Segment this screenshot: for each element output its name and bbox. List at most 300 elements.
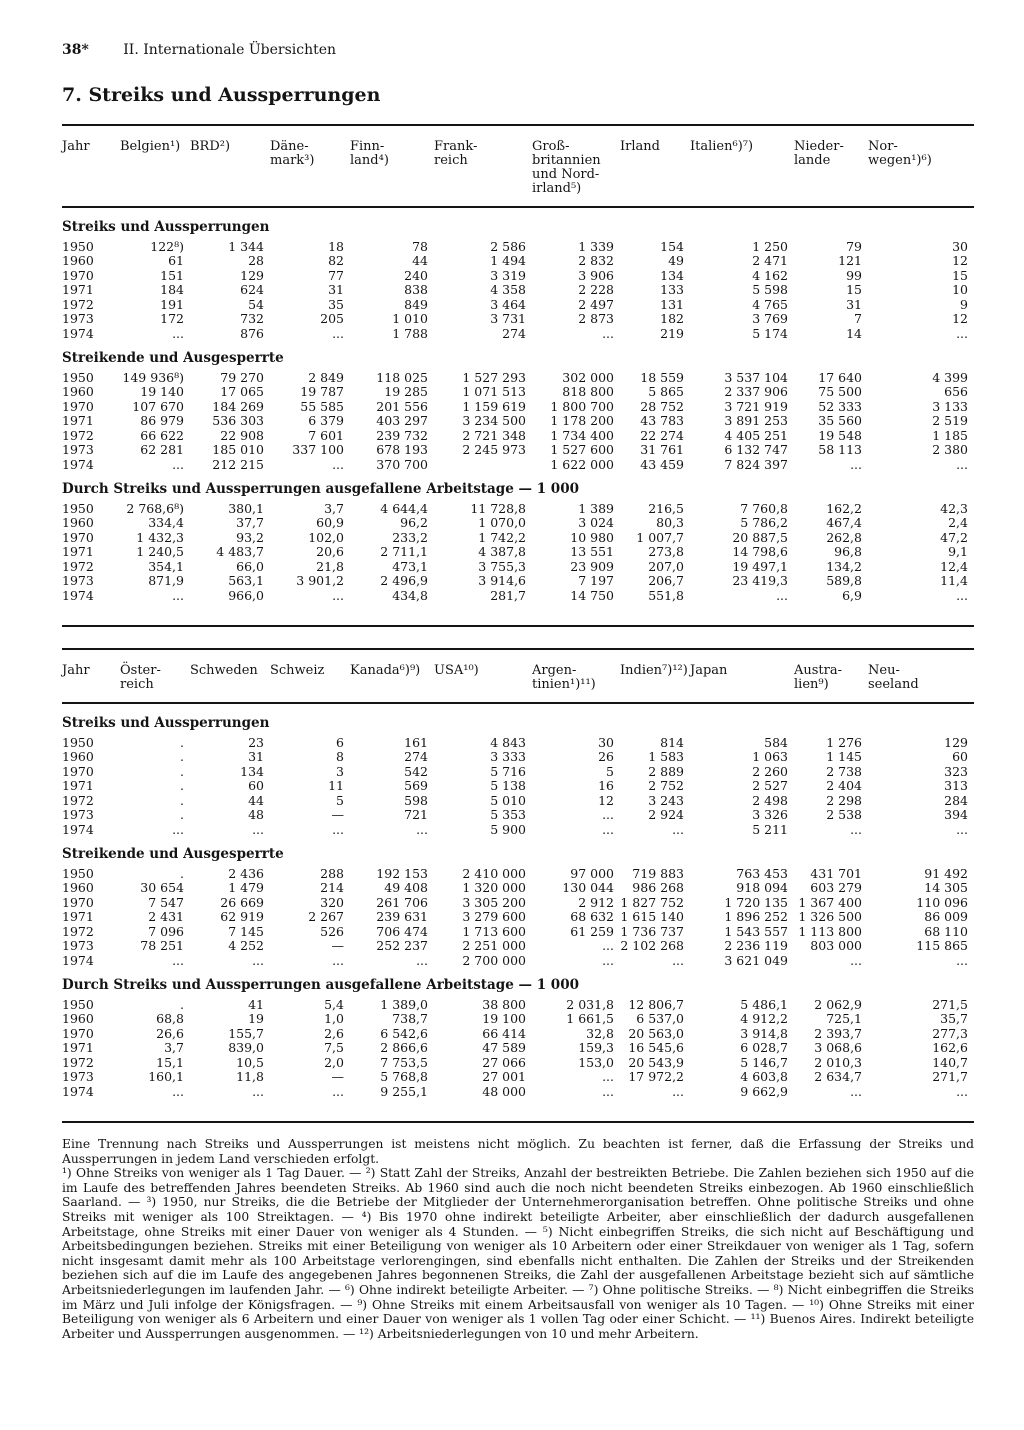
- value-cell: 239 631: [376, 909, 428, 924]
- value-cell: 30: [952, 238, 968, 254]
- value-cell: 3 891 253: [724, 413, 788, 428]
- value-cell: 23: [248, 734, 264, 750]
- section-heading: Streiks und Aussperrungen: [62, 219, 270, 235]
- value-cell: 5 486,1: [740, 996, 788, 1012]
- table-row: [62, 1041, 974, 1056]
- year-cell: 1950: [62, 369, 94, 385]
- value-cell: 3 906: [578, 267, 614, 283]
- value-cell: 2 768,6⁸): [126, 500, 184, 516]
- value-cell: 584: [764, 734, 788, 750]
- value-cell: 1 494: [490, 253, 526, 268]
- value-cell: 5 174: [752, 325, 788, 341]
- value-cell: 2 267: [308, 909, 344, 924]
- footnotes: [62, 1137, 974, 1341]
- value-cell: 721: [404, 807, 428, 822]
- value-cell: 205: [320, 311, 344, 326]
- value-cell: ...: [416, 952, 428, 968]
- value-cell: 5 010: [490, 792, 526, 808]
- value-cell: 1 527 600: [550, 442, 614, 457]
- section-heading-row: [62, 207, 974, 240]
- page-header: [62, 42, 336, 58]
- value-cell: 159,3: [578, 1040, 614, 1055]
- value-cell: 589,8: [826, 573, 862, 588]
- value-cell: ...: [172, 952, 184, 968]
- value-cell: 2 538: [826, 807, 862, 822]
- value-cell: ...: [672, 952, 684, 968]
- year-cell: 1950: [62, 500, 94, 516]
- value-cell: 725,1: [826, 1011, 862, 1026]
- value-cell: 130 044: [562, 880, 614, 895]
- value-cell: 23 419,3: [732, 573, 788, 588]
- value-cell: 60: [952, 749, 968, 764]
- table-row: [62, 574, 974, 589]
- value-cell: 68 632: [570, 909, 614, 924]
- year-cell: 1972: [62, 923, 94, 939]
- value-cell: 1 389,0: [380, 996, 428, 1012]
- value-cell: 11,4: [940, 573, 968, 588]
- value-cell: 262,8: [826, 529, 862, 545]
- value-cell: 239 732: [376, 427, 428, 443]
- value-cell: 35 560: [818, 413, 862, 428]
- value-cell: 22 908: [220, 427, 264, 443]
- page-number: 38*: [62, 42, 89, 58]
- value-cell: 6: [336, 734, 344, 750]
- year-cell: 1971: [62, 778, 94, 793]
- value-cell: 185 010: [212, 442, 264, 457]
- year-cell: 1970: [62, 894, 94, 910]
- value-cell: 1 827 752: [620, 894, 684, 910]
- value-cell: 155,7: [228, 1025, 264, 1041]
- year-cell: 1960: [62, 749, 94, 764]
- value-cell: 14 750: [570, 587, 614, 603]
- value-cell: 337 100: [292, 442, 344, 457]
- value-cell: 27 066: [482, 1054, 526, 1070]
- column-header: Japan: [690, 649, 794, 703]
- value-cell: 4 843: [490, 734, 526, 750]
- year-cell: 1971: [62, 909, 94, 924]
- value-cell: 240: [404, 267, 428, 283]
- value-cell: 3 234 500: [462, 413, 526, 428]
- value-cell: ...: [172, 821, 184, 837]
- table-row: [62, 910, 974, 925]
- value-cell: 871,9: [148, 573, 184, 588]
- value-cell: 1 145: [826, 749, 862, 764]
- year-cell: 1974: [62, 952, 94, 968]
- value-cell: 1 432,3: [136, 529, 184, 545]
- value-cell: 26,6: [156, 1025, 184, 1041]
- value-cell: 7 753,5: [380, 1054, 428, 1070]
- value-cell: 2 380: [932, 442, 968, 457]
- value-cell: 2,4: [948, 515, 968, 530]
- value-cell: 5 865: [648, 384, 684, 399]
- value-cell: 2 260: [752, 763, 788, 779]
- value-cell: 2 912: [578, 894, 614, 910]
- value-cell: 66,0: [236, 558, 264, 574]
- value-cell: 60,9: [316, 515, 344, 530]
- table-row: [62, 1056, 974, 1071]
- value-cell: 334,4: [148, 515, 184, 530]
- value-cell: 10 980: [570, 529, 614, 545]
- value-cell: 678 193: [376, 442, 428, 457]
- table-row: [62, 371, 974, 386]
- value-cell: ...: [332, 325, 344, 341]
- value-cell: 9: [960, 296, 968, 312]
- value-cell: 1 070,0: [478, 515, 526, 530]
- value-cell: ...: [956, 325, 968, 341]
- value-cell: 3 243: [648, 792, 684, 808]
- value-cell: 28 752: [640, 398, 684, 414]
- value-cell: 5 768,8: [380, 1069, 428, 1084]
- value-cell: 5 211: [752, 821, 788, 837]
- value-cell: 7 760,8: [740, 500, 788, 516]
- value-cell: 2 337 906: [724, 384, 788, 399]
- value-cell: 818 800: [562, 384, 614, 399]
- value-cell: 66 622: [140, 427, 184, 443]
- column-header: USA¹⁰): [434, 649, 532, 703]
- value-cell: 17 972,2: [628, 1069, 684, 1084]
- section-heading-row: [62, 703, 974, 736]
- value-cell: ...: [172, 325, 184, 341]
- value-cell: 1 339: [578, 238, 614, 254]
- value-cell: 1,0: [324, 1011, 344, 1026]
- table-end-rule-cell: [62, 1099, 974, 1122]
- value-cell: 624: [240, 282, 264, 297]
- year-cell: 1974: [62, 1083, 94, 1099]
- value-cell: 118 025: [376, 369, 428, 385]
- table-header-row: [62, 125, 974, 207]
- value-cell: 2 634,7: [814, 1069, 862, 1084]
- value-cell: 6 379: [308, 413, 344, 428]
- value-cell: 107 670: [132, 398, 184, 414]
- value-cell: ...: [672, 1083, 684, 1099]
- table-row: [62, 1027, 974, 1042]
- column-header: Finn- land⁴): [350, 125, 434, 207]
- value-cell: 1 800 700: [550, 398, 614, 414]
- value-cell: 19 285: [384, 384, 428, 399]
- value-cell: 876: [240, 325, 264, 341]
- table-row: [62, 589, 974, 604]
- value-cell: 134: [240, 763, 264, 779]
- value-cell: 93,2: [236, 529, 264, 545]
- value-cell: 2 586: [490, 238, 526, 254]
- value-cell: [434, 458, 532, 473]
- value-cell: 1 736 737: [620, 923, 684, 939]
- table-body: [62, 207, 974, 626]
- value-cell: 3: [336, 763, 344, 779]
- value-cell: 1 543 557: [724, 923, 788, 939]
- value-cell: 3 068,6: [814, 1040, 862, 1055]
- value-cell: 91 492: [924, 865, 968, 881]
- year-cell: 1950: [62, 238, 94, 254]
- value-cell: 839,0: [228, 1040, 264, 1055]
- table-row: [62, 327, 974, 342]
- year-cell: 1971: [62, 282, 94, 297]
- value-cell: 161: [404, 734, 428, 750]
- value-cell: 2 251 000: [462, 938, 526, 953]
- year-cell: 1950: [62, 996, 94, 1012]
- value-cell: 201 556: [376, 398, 428, 414]
- value-cell: 5 146,7: [740, 1054, 788, 1070]
- table-row: [62, 545, 974, 560]
- value-cell: 2 471: [752, 253, 788, 268]
- value-cell: ...: [602, 1069, 614, 1084]
- table-row: [62, 429, 974, 444]
- value-cell: 2,0: [324, 1054, 344, 1070]
- value-cell: 3 901,2: [296, 573, 344, 588]
- value-cell: ...: [850, 821, 862, 837]
- value-cell: 6 132 747: [724, 442, 788, 457]
- value-cell: 41: [248, 996, 264, 1012]
- value-cell: 96,2: [400, 515, 428, 530]
- value-cell: 1 185: [932, 427, 968, 443]
- value-cell: 7: [854, 311, 862, 326]
- table-row: [62, 750, 974, 765]
- value-cell: 467,4: [826, 515, 862, 530]
- value-cell: 79 270: [220, 369, 264, 385]
- year-cell: 1972: [62, 296, 94, 312]
- value-cell: ...: [172, 1083, 184, 1099]
- table-row: [62, 823, 974, 838]
- value-cell: 1 583: [648, 749, 684, 764]
- value-cell: 1 276: [826, 734, 862, 750]
- value-cell: 31: [846, 296, 862, 312]
- year-cell: 1972: [62, 792, 94, 808]
- value-cell: 274: [502, 325, 526, 341]
- value-cell: 2 431: [148, 909, 184, 924]
- value-cell: 320: [320, 894, 344, 910]
- column-header: Nieder- lande: [794, 125, 868, 207]
- value-cell: 52 333: [818, 398, 862, 414]
- value-cell: 918 094: [736, 880, 788, 895]
- value-cell: 598: [404, 792, 428, 808]
- value-cell: 1 320 000: [462, 880, 526, 895]
- value-cell: 61 259: [570, 923, 614, 939]
- value-cell: 7,5: [324, 1040, 344, 1055]
- value-cell: 9 255,1: [380, 1083, 428, 1099]
- value-cell: ...: [332, 952, 344, 968]
- value-cell: 30 654: [140, 880, 184, 895]
- statistics-table-2: [62, 648, 974, 1123]
- section-title: 7. Streiks und Aussperrungen: [62, 84, 381, 106]
- chapter-title: II. Internationale Übersichten: [123, 42, 337, 58]
- column-header: Öster- reich: [120, 649, 190, 703]
- table-row: [62, 414, 974, 429]
- column-header-year: Jahr: [62, 649, 120, 703]
- value-cell: 2 436: [228, 865, 264, 881]
- value-cell: 134: [660, 267, 684, 283]
- value-cell: 10: [952, 282, 968, 297]
- value-cell: 1 622 000: [550, 456, 614, 472]
- value-cell: 2 228: [578, 282, 614, 297]
- table-row: [62, 385, 974, 400]
- section-heading-row: [62, 968, 974, 998]
- table-row: [62, 312, 974, 327]
- value-cell: 394: [944, 807, 968, 822]
- value-cell: 21,8: [316, 558, 344, 574]
- year-cell: 1970: [62, 267, 94, 283]
- value-cell: 273,8: [648, 544, 684, 559]
- value-cell: 261 706: [376, 894, 428, 910]
- year-cell: 1960: [62, 1011, 94, 1026]
- value-cell: 96,8: [834, 544, 862, 559]
- value-cell: 431 701: [810, 865, 862, 881]
- section-heading: Durch Streiks und Aussperrungen ausgefallene Arbeitstage — 1 000: [62, 481, 579, 497]
- column-header: Schweiz: [270, 649, 350, 703]
- value-cell: 966,0: [228, 587, 264, 603]
- value-cell: 62 281: [140, 442, 184, 457]
- value-cell: 8: [336, 749, 344, 764]
- value-cell: 62 919: [220, 909, 264, 924]
- value-cell: ...: [602, 938, 614, 953]
- footnote-notes: ¹) Ohne Streiks von weniger als 1 Tag Dauer. — ²) Statt Zahl der Streiks, Anzahl der bestreikten Betriebe. Die Zahlen beziehen sich 1950 auf die im Laufe des betreffenden Jahres beendeten Streiks. Ab 1960 sind auch die noch nicht beendeten Streiks einbezogen. Ab 1960 einschließlich Saarland. — ³) 1950, nur Streiks, die die Betriebe der Mitglieder der Unternehmerorganisation betreffen. Ohne politische Streiks und ohne Streiks mit weniger als 100 Streiktagen. — ⁴) Bis 1970 ohne indirekt beteiligte Arbeiter, aber einschließlich der dadurch ausgefallenen Arbeitstage, ohne Streiks mit einer Dauer von weniger als 4 Stunden. — ⁵) Nicht einbegriffen Streiks, die sich nicht auf Beschäftigung und Arbeitsbedingungen beziehen. Streiks mit einer Beteiligung von weniger als 10 Arbeitern oder einer Streikdauer von weniger als 1 Tag, sofern nicht insgesamt damit mehr als 100 Arbeitstage verlorengingen, sind ebenfalls nicht enthalten. Die Zahlen der Streiks und der Streikenden beziehen sich auf die im Laufe des angegebenen Jahres begonnenen Streiks, die Zahl der ausgefallenen Arbeitstage bezieht sich auf sämtliche Arbeitsniederlegungen im laufenden Jahr. — ⁶) Ohne indirekt beteiligte Arbeiter. — ⁷) Ohne politische Streiks. — ⁸) Nicht einbegriffen die Streiks im März und Juli infolge der Königsfragen. — ⁹) Ohne Streiks mit einem Arbeitsausfall von weniger als 10 Tagen. — ¹⁰) Ohne Streiks mit einer Beteiligung von weniger als 6 Arbeitern und einer Dauer von weniger als 1 vollen Tag oder einer Schicht. — ¹¹) Buenos Aires. Indirekt beteiligte Arbeiter und Aussperrungen ausgenommen. — ¹²) Arbeitsniederlegungen von 10 und mehr Arbeitern.: [62, 1166, 974, 1341]
- table-row: [62, 254, 974, 269]
- year-cell: 1973: [62, 573, 94, 588]
- value-cell: 4 644,4: [380, 500, 428, 516]
- footnote-intro: Eine Trennung nach Streiks und Aussperrungen ist meistens nicht möglich. Zu beachten ist ferner, daß die Erfassung der Streiks und Aussperrungen in jedem Land verschieden erfolgt.: [62, 1137, 974, 1166]
- value-cell: 1 063: [752, 749, 788, 764]
- value-cell: .: [180, 996, 184, 1012]
- value-cell: 3 537 104: [724, 369, 788, 385]
- value-cell: 271,5: [932, 996, 968, 1012]
- value-cell: 121: [838, 253, 862, 268]
- value-cell: 656: [944, 384, 968, 399]
- value-cell: ...: [172, 587, 184, 603]
- value-cell: ...: [332, 1083, 344, 1099]
- table-row: [62, 736, 974, 751]
- value-cell: 19 140: [140, 384, 184, 399]
- value-cell: 216,5: [648, 500, 684, 516]
- value-cell: .: [180, 807, 184, 822]
- value-cell: ...: [850, 456, 862, 472]
- value-cell: 17 640: [818, 369, 862, 385]
- value-cell: 323: [944, 763, 968, 779]
- table-end-rule: [62, 603, 974, 626]
- value-cell: 1 250: [752, 238, 788, 254]
- value-cell: ...: [776, 587, 788, 603]
- year-cell: 1960: [62, 253, 94, 268]
- value-cell: 212 215: [212, 456, 264, 472]
- value-cell: ...: [602, 325, 614, 341]
- table-row: [62, 808, 974, 823]
- statistics-table-1: [62, 124, 974, 627]
- value-cell: 302 000: [562, 369, 614, 385]
- value-cell: 15,1: [156, 1054, 184, 1070]
- value-cell: —: [331, 807, 344, 822]
- value-cell: 2 866,6: [380, 1040, 428, 1055]
- value-cell: 2 410 000: [462, 865, 526, 881]
- value-cell: 78 251: [140, 938, 184, 953]
- value-cell: 271,7: [932, 1069, 968, 1084]
- year-cell: 1974: [62, 587, 94, 603]
- value-cell: 2 298: [826, 792, 862, 808]
- value-cell: 473,1: [392, 558, 428, 574]
- value-cell: 14 305: [924, 880, 968, 895]
- year-cell: 1970: [62, 763, 94, 779]
- value-cell: 2 031,8: [566, 996, 614, 1012]
- column-header: Schweden: [190, 649, 270, 703]
- value-cell: 1 071 513: [462, 384, 526, 399]
- value-cell: 38 800: [482, 996, 526, 1012]
- value-cell: 536 303: [212, 413, 264, 428]
- table-row: [62, 516, 974, 531]
- value-cell: 19 548: [818, 427, 862, 443]
- value-cell: 26 669: [220, 894, 264, 910]
- value-cell: 43 459: [640, 456, 684, 472]
- value-cell: 19 497,1: [732, 558, 788, 574]
- value-cell: 1 788: [392, 325, 428, 341]
- column-header: Nor- wegen¹)⁶): [868, 125, 974, 207]
- value-cell: .: [180, 734, 184, 750]
- value-cell: 15: [952, 267, 968, 283]
- value-cell: 55 585: [300, 398, 344, 414]
- value-cell: 5 138: [490, 778, 526, 793]
- value-cell: 1 527 293: [462, 369, 526, 385]
- table-row: [62, 779, 974, 794]
- value-cell: 1 713 600: [462, 923, 526, 939]
- value-cell: 153,0: [578, 1054, 614, 1070]
- year-cell: 1973: [62, 311, 94, 326]
- value-cell: 19 100: [482, 1011, 526, 1026]
- value-cell: ...: [956, 952, 968, 968]
- value-cell: —: [331, 1069, 344, 1084]
- value-cell: 3 721 919: [724, 398, 788, 414]
- value-cell: ...: [602, 821, 614, 837]
- value-cell: 31: [328, 282, 344, 297]
- value-cell: 5,4: [324, 996, 344, 1012]
- table-row: [62, 269, 974, 284]
- table-row: [62, 765, 974, 780]
- table-row: [62, 443, 974, 458]
- value-cell: 122⁸): [150, 238, 184, 254]
- value-cell: 7 824 397: [724, 456, 788, 472]
- section-heading-row: [62, 341, 974, 371]
- value-cell: 4 399: [932, 369, 968, 385]
- value-cell: 7 601: [308, 427, 344, 443]
- value-cell: 4 162: [752, 267, 788, 283]
- value-cell: 12: [952, 253, 968, 268]
- value-cell: 3 914,6: [478, 573, 526, 588]
- value-cell: 31: [248, 749, 264, 764]
- value-cell: 849: [404, 296, 428, 312]
- value-cell: 569: [404, 778, 428, 793]
- column-header: Italien⁶)⁷): [690, 125, 794, 207]
- table-row: [62, 240, 974, 255]
- value-cell: 16 545,6: [628, 1040, 684, 1055]
- table-row: [62, 867, 974, 882]
- value-cell: 154: [660, 238, 684, 254]
- value-cell: 3 621 049: [724, 952, 788, 968]
- value-cell: 732: [240, 311, 264, 326]
- column-header: Groß- britannien und Nord- irland⁵): [532, 125, 620, 207]
- value-cell: ...: [602, 952, 614, 968]
- value-cell: 162,2: [826, 500, 862, 516]
- value-cell: 49 408: [384, 880, 428, 895]
- table-row: [62, 1012, 974, 1027]
- value-cell: 151: [160, 267, 184, 283]
- value-cell: 2 519: [932, 413, 968, 428]
- table-row: [62, 1070, 974, 1085]
- value-cell: .: [180, 763, 184, 779]
- value-cell: ...: [602, 807, 614, 822]
- value-cell: 7 547: [148, 894, 184, 910]
- value-cell: 43 783: [640, 413, 684, 428]
- value-cell: 10,5: [236, 1054, 264, 1070]
- year-cell: 1973: [62, 1069, 94, 1084]
- value-cell: 838: [404, 282, 428, 297]
- value-cell: 370 700: [376, 456, 428, 472]
- year-cell: 1950: [62, 865, 94, 881]
- value-cell: 20,6: [316, 544, 344, 559]
